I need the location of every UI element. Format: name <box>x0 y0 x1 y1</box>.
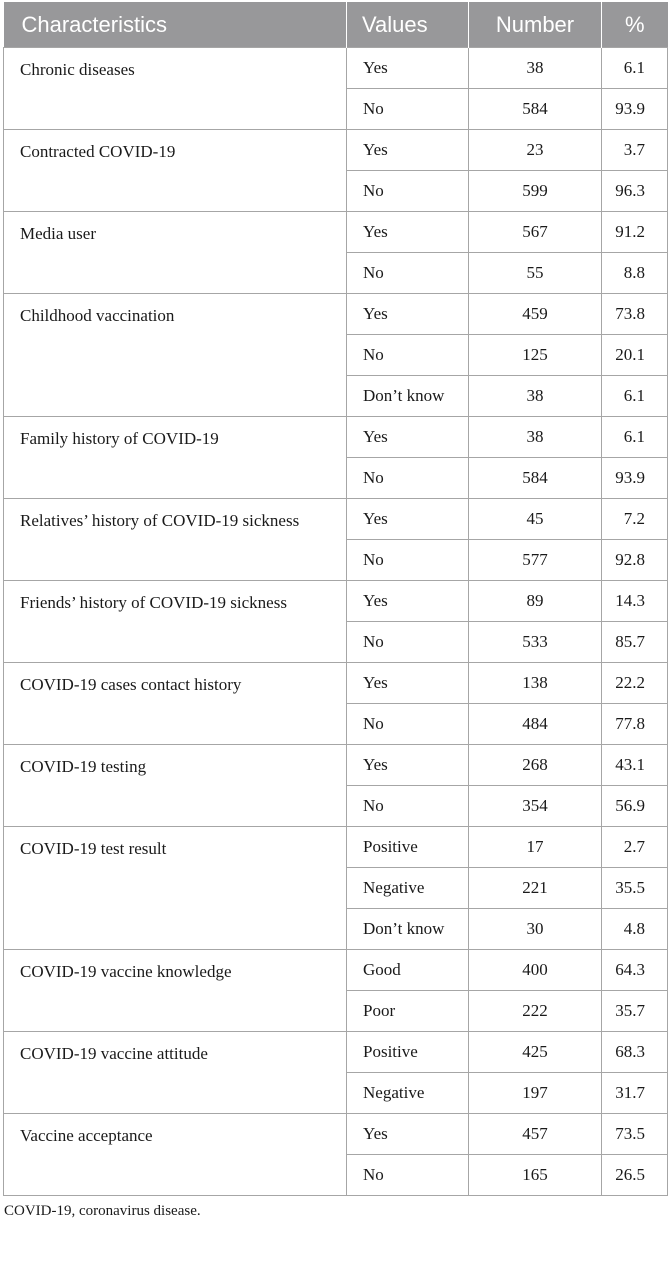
value-cell: No <box>347 458 469 499</box>
value-cell: No <box>347 540 469 581</box>
value-cell: Good <box>347 950 469 991</box>
percent-cell: 73.5 <box>602 1114 668 1155</box>
characteristic-label: Chronic diseases <box>4 48 347 130</box>
characteristics-table <box>3 2 668 1196</box>
number-cell: 584 <box>469 458 602 499</box>
characteristic-label: COVID-19 test result <box>4 827 347 950</box>
table-row <box>4 581 668 622</box>
percent-cell: 93.9 <box>602 89 668 130</box>
value-cell: Don’t know <box>347 909 469 950</box>
percent-cell: 20.1 <box>602 335 668 376</box>
percent-cell: 77.8 <box>602 704 668 745</box>
number-cell: 400 <box>469 950 602 991</box>
table-row <box>4 663 668 704</box>
number-cell: 221 <box>469 868 602 909</box>
number-cell: 38 <box>469 417 602 458</box>
percent-cell: 73.8 <box>602 294 668 335</box>
percent-cell: 85.7 <box>602 622 668 663</box>
number-cell: 89 <box>469 581 602 622</box>
table-row <box>4 827 668 868</box>
value-cell: Yes <box>347 581 469 622</box>
percent-cell: 31.7 <box>602 1073 668 1114</box>
characteristic-label: COVID-19 cases contact history <box>4 663 347 745</box>
value-cell: Yes <box>347 1114 469 1155</box>
value-cell: Yes <box>347 294 469 335</box>
number-cell: 577 <box>469 540 602 581</box>
characteristic-label: Childhood vaccination <box>4 294 347 417</box>
value-cell: Poor <box>347 991 469 1032</box>
percent-cell: 2.7 <box>602 827 668 868</box>
table-row <box>4 417 668 458</box>
value-cell: No <box>347 171 469 212</box>
table-footnote: COVID-19, coronavirus disease. <box>4 1203 201 1219</box>
table-row <box>4 499 668 540</box>
value-cell: No <box>347 1155 469 1196</box>
header-characteristics: Characteristics <box>4 2 347 48</box>
characteristic-label: Vaccine acceptance <box>4 1114 347 1196</box>
number-cell: 165 <box>469 1155 602 1196</box>
table-row <box>4 212 668 253</box>
number-cell: 584 <box>469 89 602 130</box>
characteristic-label: COVID-19 vaccine knowledge <box>4 950 347 1032</box>
table-row <box>4 1114 668 1155</box>
value-cell: Yes <box>347 499 469 540</box>
percent-cell: 7.2 <box>602 499 668 540</box>
characteristic-label: Family history of COVID-19 <box>4 417 347 499</box>
percent-cell: 91.2 <box>602 212 668 253</box>
characteristic-label: Contracted COVID-19 <box>4 130 347 212</box>
value-cell: Positive <box>347 1032 469 1073</box>
percent-cell: 93.9 <box>602 458 668 499</box>
number-cell: 125 <box>469 335 602 376</box>
number-cell: 599 <box>469 171 602 212</box>
value-cell: No <box>347 335 469 376</box>
number-cell: 459 <box>469 294 602 335</box>
value-cell: Yes <box>347 130 469 171</box>
value-cell: Yes <box>347 48 469 89</box>
number-cell: 138 <box>469 663 602 704</box>
number-cell: 457 <box>469 1114 602 1155</box>
table-body <box>4 48 668 1196</box>
table-row <box>4 130 668 171</box>
characteristic-label: COVID-19 testing <box>4 745 347 827</box>
value-cell: No <box>347 622 469 663</box>
value-cell: No <box>347 253 469 294</box>
percent-cell: 35.7 <box>602 991 668 1032</box>
characteristic-label: Friends’ history of COVID-19 sickness <box>4 581 347 663</box>
percent-cell: 6.1 <box>602 417 668 458</box>
table-container <box>3 2 667 1220</box>
number-cell: 222 <box>469 991 602 1032</box>
percent-cell: 22.2 <box>602 663 668 704</box>
table-row <box>4 1032 668 1073</box>
number-cell: 533 <box>469 622 602 663</box>
header-number: Number <box>469 2 602 48</box>
number-cell: 484 <box>469 704 602 745</box>
characteristic-label: Media user <box>4 212 347 294</box>
characteristic-label: Relatives’ history of COVID-19 sickness <box>4 499 347 581</box>
percent-cell: 8.8 <box>602 253 668 294</box>
percent-cell: 26.5 <box>602 1155 668 1196</box>
value-cell: Yes <box>347 745 469 786</box>
value-cell: Positive <box>347 827 469 868</box>
number-cell: 55 <box>469 253 602 294</box>
number-cell: 354 <box>469 786 602 827</box>
table-row <box>4 950 668 991</box>
number-cell: 30 <box>469 909 602 950</box>
percent-cell: 3.7 <box>602 130 668 171</box>
number-cell: 45 <box>469 499 602 540</box>
table-row <box>4 294 668 335</box>
number-cell: 268 <box>469 745 602 786</box>
number-cell: 197 <box>469 1073 602 1114</box>
number-cell: 17 <box>469 827 602 868</box>
table-row <box>4 48 668 89</box>
percent-cell: 4.8 <box>602 909 668 950</box>
percent-cell: 92.8 <box>602 540 668 581</box>
value-cell: Don’t know <box>347 376 469 417</box>
percent-cell: 14.3 <box>602 581 668 622</box>
value-cell: Negative <box>347 1073 469 1114</box>
number-cell: 567 <box>469 212 602 253</box>
table-header <box>4 2 668 48</box>
number-cell: 38 <box>469 376 602 417</box>
percent-cell: 96.3 <box>602 171 668 212</box>
percent-cell: 43.1 <box>602 745 668 786</box>
value-cell: Yes <box>347 212 469 253</box>
percent-cell: 35.5 <box>602 868 668 909</box>
header-row <box>4 2 668 48</box>
header-percent: % <box>602 2 668 48</box>
value-cell: No <box>347 786 469 827</box>
number-cell: 425 <box>469 1032 602 1073</box>
value-cell: No <box>347 704 469 745</box>
value-cell: Yes <box>347 417 469 458</box>
number-cell: 38 <box>469 48 602 89</box>
number-cell: 23 <box>469 130 602 171</box>
percent-cell: 68.3 <box>602 1032 668 1073</box>
value-cell: Yes <box>347 663 469 704</box>
value-cell: No <box>347 89 469 130</box>
characteristic-label: COVID-19 vaccine attitude <box>4 1032 347 1114</box>
percent-cell: 64.3 <box>602 950 668 991</box>
percent-cell: 6.1 <box>602 376 668 417</box>
table-row <box>4 745 668 786</box>
percent-cell: 6.1 <box>602 48 668 89</box>
percent-cell: 56.9 <box>602 786 668 827</box>
header-values: Values <box>347 2 469 48</box>
value-cell: Negative <box>347 868 469 909</box>
